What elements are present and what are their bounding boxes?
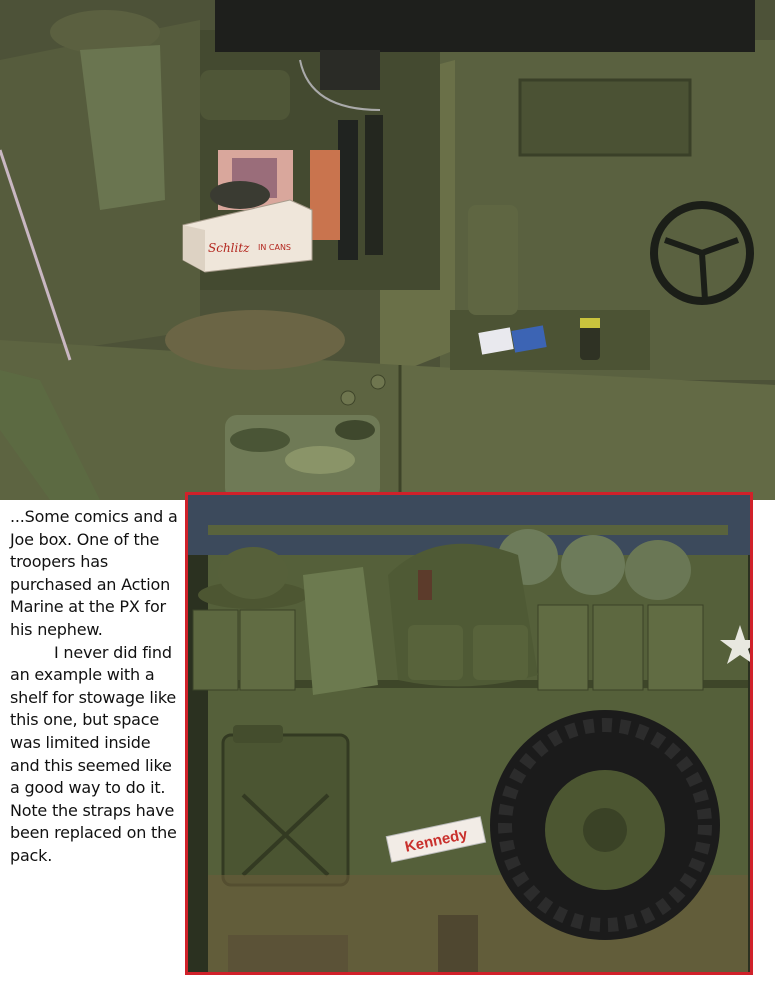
sticker-text: Kennedy <box>403 825 470 856</box>
vehicle-interior-illustration <box>0 0 775 500</box>
camo-bag <box>225 415 380 500</box>
photo-caption <box>10 506 184 868</box>
front-panel-right <box>400 365 775 500</box>
jerry-can <box>223 725 348 885</box>
photo-vehicle-interior <box>0 0 775 500</box>
action-figure-box <box>310 150 340 240</box>
bedroll <box>165 310 345 370</box>
wall-hatch <box>520 80 690 155</box>
photo-vehicle-exterior <box>185 492 753 975</box>
vehicle-exterior-illustration <box>188 495 750 972</box>
caption-paragraph-1: ...Some comics and a Joe box. One of the troopers has purchased an Action Marine at the PX for his nephew. <box>10 507 178 639</box>
caption-paragraph-2: I never did find an example with a shelf for stowage like this one, but space was limited inside and this seemed like a good way to do it. Note the straps have been replaced on the pack. <box>10 642 177 865</box>
spare-tire <box>490 710 720 940</box>
box-brand: Schlitz <box>208 241 250 255</box>
pouch <box>200 70 290 120</box>
canteen-2 <box>561 535 625 595</box>
canteen-3 <box>625 540 691 600</box>
machine-gun <box>215 0 755 52</box>
rucksack <box>388 544 538 687</box>
box-text: IN CANS <box>258 243 292 252</box>
canteen <box>468 205 518 315</box>
